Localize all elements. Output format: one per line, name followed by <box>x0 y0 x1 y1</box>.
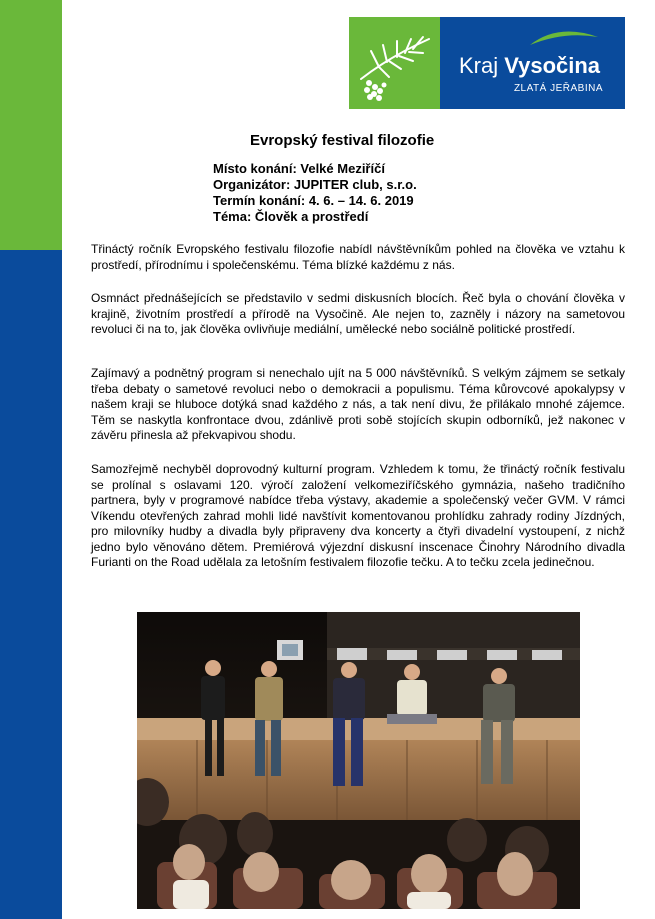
event-photo <box>137 612 580 909</box>
swoosh-icon <box>528 27 600 49</box>
side-bar-blue <box>0 250 62 919</box>
paragraph-culture: Samozřejmě nechyběl doprovodný kulturní program. Vzhledem k tomu, že třináctý ročník festivalu se prolínal s oslavami 120. výročí založení velkomeziříčského gymnázia, našeho tradičního partnera, byly v programové nabídce třeba výstavy, akademie a společenský večer GVM. V rámci Víkendu otevřených zahrad mohli lidé navštívit komentovanou prohlídku zahrady rodiny Jízdných, pro milovníky hudby a divadla byly připraveny dva koncerty a čtyři divadelní vystoupení, z nichž jedno bylo věnováno dětem. Premiérová výjezdní diskusní inscenace Činohry Národního divadla Furianti on the Road udělala za letošním festivalem filozofie tečku. A to tečku zcela jedinečnou. <box>91 462 625 569</box>
meta-organizer: Organizátor: JUPITER club, s.r.o. <box>213 177 417 192</box>
paragraph-intro: Třináctý ročník Evropského festivalu filozofie nabídl návštěvníkům pohled na člověka ve vztahu k prostředí, přírodnímu i společenskému. Téma blízké každému z nás. <box>91 242 625 272</box>
kraj-vysocina-logo <box>349 17 625 109</box>
event-meta <box>213 161 417 225</box>
logo-wordmark: Kraj Vysočina <box>459 53 601 78</box>
meta-venue: Místo konání: Velké Meziříčí <box>213 161 385 176</box>
rowan-branch-icon <box>349 17 440 109</box>
meta-dates: Termín konání: 4. 6. – 14. 6. 2019 <box>213 193 414 208</box>
logo-subtitle: ZLATÁ JEŘABINA <box>513 83 603 94</box>
logo-text-panel <box>440 17 625 109</box>
side-bar-green <box>0 0 62 250</box>
paragraph-attendance: Zajímavý a podnětný program si nenechalo ujít na 5 000 návštěvníků. S velkým zájmem se setkaly třeba debaty o sametové revoluci nebo o demokracii a populismu. Téma kůrovcové apokalypsy v našem kraji se hluboce dotýká snad každého z nás, a tak není divu, že přilákalo mnohé zájemce. Těm se naskytla konfrontace dvou, zdánlivě proti sobě stojících skupin odborníků, jež nakonec v závěru přinesla až překvapivou shodu. <box>91 366 625 442</box>
document-title: Evropský festival filozofie <box>250 132 435 149</box>
meta-theme: Téma: Člověk a prostředí <box>213 209 369 224</box>
paragraph-speakers: Osmnáct přednášejících se představilo v sedmi diskusních blocích. Řeč byla o chování člověka v krajině, životním prostředí a přírodě na Vysočině. Ale nejen to, zazněly i názory na sametovou revoluci či na to, jak člověka ovlivňuje mediální, umělecké nebo sociálně politické prostředí. <box>91 291 625 336</box>
